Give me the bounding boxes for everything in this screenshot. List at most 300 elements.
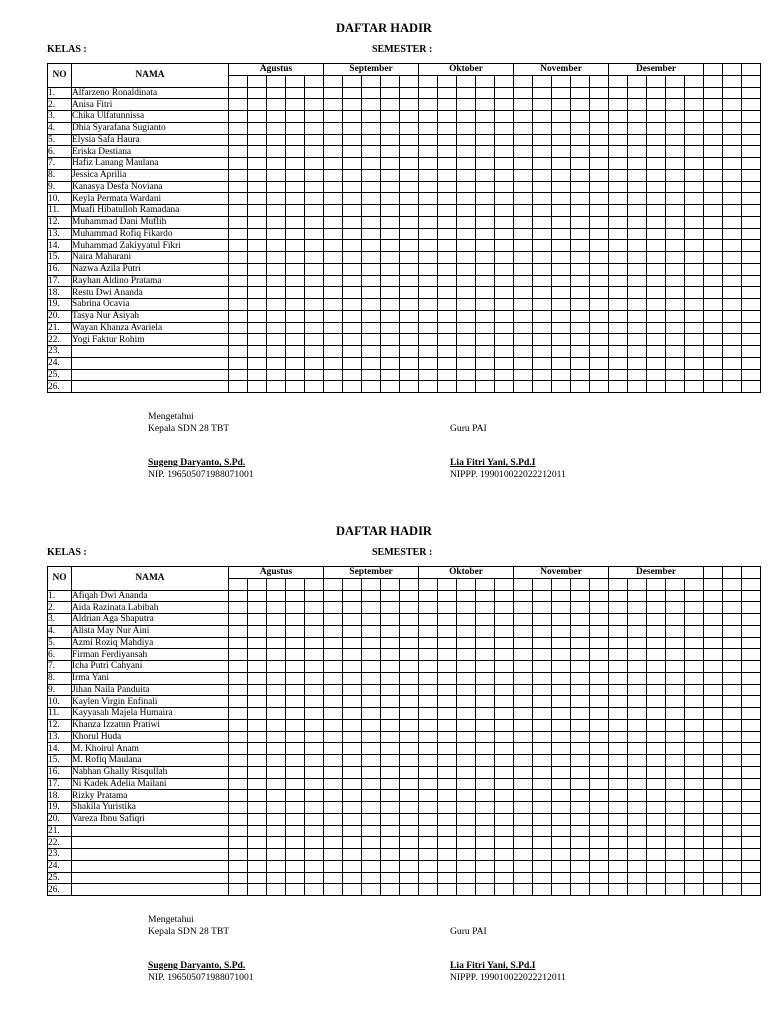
attendance-cell	[419, 310, 438, 322]
attendance-cell	[248, 310, 267, 322]
attendance-cell	[533, 252, 552, 264]
attendance-cell	[248, 790, 267, 802]
attendance-cell	[476, 778, 495, 790]
attendance-cell	[552, 625, 571, 637]
attendance-cell	[267, 181, 286, 193]
attendance-cell	[438, 287, 457, 299]
attendance-cell	[476, 743, 495, 755]
attendance-cell	[571, 602, 590, 614]
attendance-cell	[685, 590, 704, 602]
attendance-cell	[305, 122, 324, 134]
meeting-header-cell	[476, 578, 495, 590]
attendance-cell	[495, 790, 514, 802]
attendance-cell	[571, 637, 590, 649]
signature-role: Kepala SDN 28 TBT	[148, 422, 230, 434]
attendance-cell	[267, 614, 286, 626]
attendance-cell	[495, 357, 514, 369]
attendance-cell	[267, 755, 286, 767]
attendance-cell	[704, 369, 723, 381]
attendance-cell	[457, 825, 476, 837]
attendance-cell	[267, 602, 286, 614]
attendance-cell	[229, 684, 248, 696]
attendance-cell	[704, 614, 723, 626]
attendance-cell	[400, 99, 419, 111]
table-row	[48, 590, 761, 602]
attendance-cell	[305, 802, 324, 814]
attendance-cell	[476, 884, 495, 896]
attendance-cell	[229, 813, 248, 825]
attendance-cell	[742, 240, 761, 252]
month-header: Oktober	[419, 64, 514, 76]
attendance-cell	[742, 614, 761, 626]
attendance-cell	[723, 825, 742, 837]
attendance-cell	[457, 637, 476, 649]
attendance-cell	[476, 637, 495, 649]
attendance-cell	[609, 802, 628, 814]
attendance-cell	[476, 99, 495, 111]
attendance-cell	[267, 228, 286, 240]
attendance-cell	[609, 860, 628, 872]
attendance-cell	[723, 240, 742, 252]
row-number: 26.	[48, 381, 72, 393]
meeting-header-cell	[533, 75, 552, 87]
attendance-cell	[248, 755, 267, 767]
table-row	[48, 134, 761, 146]
attendance-cell	[476, 860, 495, 872]
attendance-cell	[229, 158, 248, 170]
attendance-cell	[286, 696, 305, 708]
attendance-cell	[533, 813, 552, 825]
attendance-cell	[438, 275, 457, 287]
attendance-cell	[419, 731, 438, 743]
meeting-header-cell	[324, 75, 343, 87]
attendance-cell	[305, 357, 324, 369]
attendance-cell	[343, 860, 362, 872]
attendance-cell	[723, 357, 742, 369]
attendance-cell	[742, 790, 761, 802]
attendance-cell	[609, 743, 628, 755]
student-name	[72, 837, 229, 849]
attendance-cell	[704, 322, 723, 334]
attendance-cell	[723, 310, 742, 322]
table-row	[48, 778, 761, 790]
month-header: Oktober	[419, 567, 514, 579]
attendance-cell	[514, 884, 533, 896]
attendance-cell	[571, 649, 590, 661]
attendance-cell	[362, 708, 381, 720]
attendance-cell	[229, 346, 248, 358]
attendance-cell	[381, 755, 400, 767]
extra-header-cell	[704, 567, 723, 579]
attendance-cell	[343, 322, 362, 334]
attendance-cell	[628, 755, 647, 767]
attendance-cell	[267, 381, 286, 393]
attendance-cell	[476, 275, 495, 287]
attendance-cell	[742, 205, 761, 217]
column-header-nama: NAMA	[72, 64, 229, 88]
attendance-cell	[324, 181, 343, 193]
attendance-cell	[685, 263, 704, 275]
attendance-cell	[704, 87, 723, 99]
attendance-cell	[229, 625, 248, 637]
attendance-cell	[723, 766, 742, 778]
attendance-cell	[229, 790, 248, 802]
attendance-cell	[742, 849, 761, 861]
attendance-cell	[324, 755, 343, 767]
attendance-cell	[628, 99, 647, 111]
attendance-cell	[628, 684, 647, 696]
attendance-cell	[628, 369, 647, 381]
attendance-cell	[666, 684, 685, 696]
attendance-cell	[286, 672, 305, 684]
attendance-cell	[419, 755, 438, 767]
attendance-cell	[476, 614, 495, 626]
attendance-cell	[476, 181, 495, 193]
attendance-cell	[609, 625, 628, 637]
attendance-cell	[400, 672, 419, 684]
column-header-nama: NAMA	[72, 567, 229, 591]
attendance-cell	[533, 602, 552, 614]
student-name	[72, 825, 229, 837]
attendance-cell	[438, 625, 457, 637]
attendance-cell	[666, 252, 685, 264]
attendance-cell	[381, 205, 400, 217]
attendance-cell	[742, 672, 761, 684]
attendance-cell	[609, 357, 628, 369]
attendance-cell	[495, 87, 514, 99]
attendance-cell	[362, 193, 381, 205]
attendance-cell	[666, 381, 685, 393]
attendance-cell	[362, 614, 381, 626]
attendance-cell	[248, 860, 267, 872]
attendance-cell	[457, 146, 476, 158]
attendance-cell	[685, 860, 704, 872]
attendance-cell	[400, 802, 419, 814]
attendance-cell	[229, 884, 248, 896]
attendance-cell	[533, 205, 552, 217]
attendance-cell	[495, 299, 514, 311]
attendance-cell	[267, 661, 286, 673]
attendance-cell	[305, 731, 324, 743]
attendance-cell	[590, 158, 609, 170]
attendance-sheet-1	[0, 14, 768, 494]
attendance-cell	[533, 263, 552, 275]
attendance-cell	[457, 87, 476, 99]
attendance-cell	[229, 369, 248, 381]
attendance-cell	[381, 275, 400, 287]
attendance-cell	[723, 602, 742, 614]
attendance-cell	[343, 755, 362, 767]
attendance-cell	[457, 122, 476, 134]
attendance-cell	[343, 602, 362, 614]
attendance-cell	[419, 111, 438, 123]
attendance-cell	[495, 275, 514, 287]
attendance-cell	[514, 87, 533, 99]
attendance-cell	[533, 825, 552, 837]
attendance-cell	[647, 696, 666, 708]
attendance-cell	[647, 755, 666, 767]
signatory-id: NIPPP. 199010022022212011	[450, 468, 566, 480]
attendance-cell	[723, 134, 742, 146]
attendance-cell	[419, 837, 438, 849]
attendance-cell	[286, 322, 305, 334]
attendance-cell	[742, 275, 761, 287]
attendance-cell	[305, 228, 324, 240]
attendance-cell	[343, 181, 362, 193]
attendance-cell	[685, 849, 704, 861]
attendance-cell	[229, 743, 248, 755]
attendance-cell	[267, 672, 286, 684]
attendance-cell	[514, 134, 533, 146]
attendance-cell	[704, 719, 723, 731]
attendance-cell	[229, 287, 248, 299]
attendance-cell	[286, 169, 305, 181]
attendance-cell	[438, 334, 457, 346]
attendance-cell	[381, 849, 400, 861]
attendance-cell	[324, 263, 343, 275]
attendance-cell	[704, 766, 723, 778]
attendance-cell	[552, 299, 571, 311]
attendance-cell	[381, 263, 400, 275]
attendance-cell	[362, 860, 381, 872]
attendance-cell	[438, 263, 457, 275]
attendance-cell	[685, 310, 704, 322]
attendance-cell	[723, 860, 742, 872]
attendance-cell	[552, 287, 571, 299]
meeting-header-cell	[571, 578, 590, 590]
attendance-cell	[609, 590, 628, 602]
attendance-cell	[704, 99, 723, 111]
attendance-cell	[400, 708, 419, 720]
row-number: 4.	[48, 122, 72, 134]
row-number: 12.	[48, 216, 72, 228]
table-row	[48, 719, 761, 731]
attendance-cell	[400, 743, 419, 755]
attendance-cell	[495, 696, 514, 708]
attendance-cell	[514, 334, 533, 346]
row-number: 22.	[48, 334, 72, 346]
attendance-cell	[742, 625, 761, 637]
attendance-cell	[647, 193, 666, 205]
attendance-cell	[742, 193, 761, 205]
attendance-cell	[590, 381, 609, 393]
attendance-cell	[647, 228, 666, 240]
row-number: 17.	[48, 778, 72, 790]
table-row	[48, 99, 761, 111]
table-row	[48, 637, 761, 649]
attendance-cell	[305, 181, 324, 193]
attendance-cell	[457, 310, 476, 322]
attendance-cell	[628, 766, 647, 778]
signatory-name: Lia Fitri Yani, S.Pd.I	[450, 960, 536, 971]
attendance-cell	[248, 884, 267, 896]
attendance-cell	[628, 158, 647, 170]
student-name: Shakila Yuristika	[72, 802, 229, 814]
attendance-cell	[286, 87, 305, 99]
attendance-cell	[400, 849, 419, 861]
attendance-cell	[552, 884, 571, 896]
attendance-cell	[457, 849, 476, 861]
attendance-cell	[533, 837, 552, 849]
meeting-header-cell	[362, 75, 381, 87]
attendance-cell	[514, 287, 533, 299]
attendance-cell	[742, 346, 761, 358]
attendance-cell	[704, 263, 723, 275]
attendance-cell	[647, 825, 666, 837]
attendance-cell	[267, 134, 286, 146]
attendance-cell	[742, 766, 761, 778]
signature-role: Guru PAI	[450, 925, 487, 937]
row-number: 18.	[48, 790, 72, 802]
table-row	[48, 111, 761, 123]
attendance-cell	[324, 322, 343, 334]
attendance-cell	[286, 299, 305, 311]
attendance-cell	[571, 205, 590, 217]
attendance-cell	[324, 252, 343, 264]
attendance-cell	[495, 766, 514, 778]
attendance-cell	[381, 146, 400, 158]
attendance-cell	[571, 755, 590, 767]
attendance-cell	[495, 369, 514, 381]
table-row	[48, 884, 761, 896]
month-header: Desember	[609, 64, 704, 76]
attendance-cell	[381, 614, 400, 626]
attendance-cell	[552, 766, 571, 778]
row-number: 5.	[48, 637, 72, 649]
attendance-cell	[533, 193, 552, 205]
attendance-cell	[590, 614, 609, 626]
attendance-cell	[609, 755, 628, 767]
attendance-cell	[552, 790, 571, 802]
attendance-cell	[324, 158, 343, 170]
attendance-cell	[647, 111, 666, 123]
attendance-cell	[514, 346, 533, 358]
attendance-cell	[286, 590, 305, 602]
attendance-cell	[400, 228, 419, 240]
attendance-cell	[381, 287, 400, 299]
attendance-cell	[742, 743, 761, 755]
attendance-cell	[229, 672, 248, 684]
attendance-cell	[381, 860, 400, 872]
attendance-cell	[286, 310, 305, 322]
attendance-cell	[400, 87, 419, 99]
attendance-cell	[476, 766, 495, 778]
attendance-cell	[533, 625, 552, 637]
attendance-cell	[476, 661, 495, 673]
attendance-cell	[286, 346, 305, 358]
row-number: 20.	[48, 310, 72, 322]
attendance-cell	[267, 158, 286, 170]
attendance-cell	[571, 263, 590, 275]
attendance-cell	[723, 614, 742, 626]
attendance-cell	[723, 87, 742, 99]
attendance-cell	[343, 216, 362, 228]
attendance-cell	[305, 287, 324, 299]
attendance-cell	[324, 299, 343, 311]
attendance-cell	[457, 731, 476, 743]
attendance-cell	[571, 684, 590, 696]
attendance-cell	[723, 263, 742, 275]
attendance-cell	[495, 672, 514, 684]
attendance-cell	[381, 790, 400, 802]
attendance-cell	[381, 672, 400, 684]
attendance-cell	[400, 719, 419, 731]
attendance-cell	[362, 334, 381, 346]
row-number: 24.	[48, 357, 72, 369]
attendance-cell	[305, 743, 324, 755]
attendance-cell	[685, 369, 704, 381]
row-number: 17.	[48, 275, 72, 287]
attendance-cell	[267, 169, 286, 181]
attendance-cell	[324, 193, 343, 205]
attendance-cell	[248, 346, 267, 358]
attendance-cell	[343, 158, 362, 170]
attendance-cell	[324, 216, 343, 228]
attendance-cell	[590, 731, 609, 743]
column-header-no: NO	[48, 567, 72, 591]
attendance-cell	[590, 334, 609, 346]
attendance-cell	[381, 684, 400, 696]
table-row	[48, 672, 761, 684]
attendance-cell	[267, 766, 286, 778]
attendance-cell	[609, 602, 628, 614]
attendance-cell	[419, 334, 438, 346]
attendance-cell	[476, 590, 495, 602]
attendance-cell	[514, 299, 533, 311]
attendance-cell	[343, 649, 362, 661]
attendance-cell	[590, 884, 609, 896]
attendance-cell	[476, 813, 495, 825]
attendance-cell	[514, 755, 533, 767]
attendance-cell	[248, 381, 267, 393]
attendance-cell	[742, 778, 761, 790]
attendance-cell	[666, 346, 685, 358]
semester-label: SEMESTER :	[372, 44, 433, 55]
meeting-header-cell	[723, 578, 742, 590]
table-row	[48, 87, 761, 99]
table-row	[48, 263, 761, 275]
attendance-cell	[533, 134, 552, 146]
attendance-cell	[305, 884, 324, 896]
attendance-cell	[609, 766, 628, 778]
attendance-cell	[590, 216, 609, 228]
attendance-cell	[267, 146, 286, 158]
attendance-cell	[514, 158, 533, 170]
attendance-cell	[552, 872, 571, 884]
attendance-cell	[571, 322, 590, 334]
table-row	[48, 252, 761, 264]
meeting-header-cell	[609, 75, 628, 87]
attendance-cell	[400, 696, 419, 708]
attendance-cell	[628, 228, 647, 240]
table-row	[48, 169, 761, 181]
attendance-cell	[590, 146, 609, 158]
attendance-cell	[286, 287, 305, 299]
attendance-cell	[514, 696, 533, 708]
attendance-cell	[723, 790, 742, 802]
attendance-cell	[476, 205, 495, 217]
attendance-cell	[552, 708, 571, 720]
attendance-cell	[533, 310, 552, 322]
attendance-cell	[552, 661, 571, 673]
attendance-cell	[362, 825, 381, 837]
attendance-cell	[742, 134, 761, 146]
attendance-cell	[723, 719, 742, 731]
attendance-cell	[533, 158, 552, 170]
attendance-cell	[457, 322, 476, 334]
attendance-cell	[723, 837, 742, 849]
attendance-cell	[533, 696, 552, 708]
